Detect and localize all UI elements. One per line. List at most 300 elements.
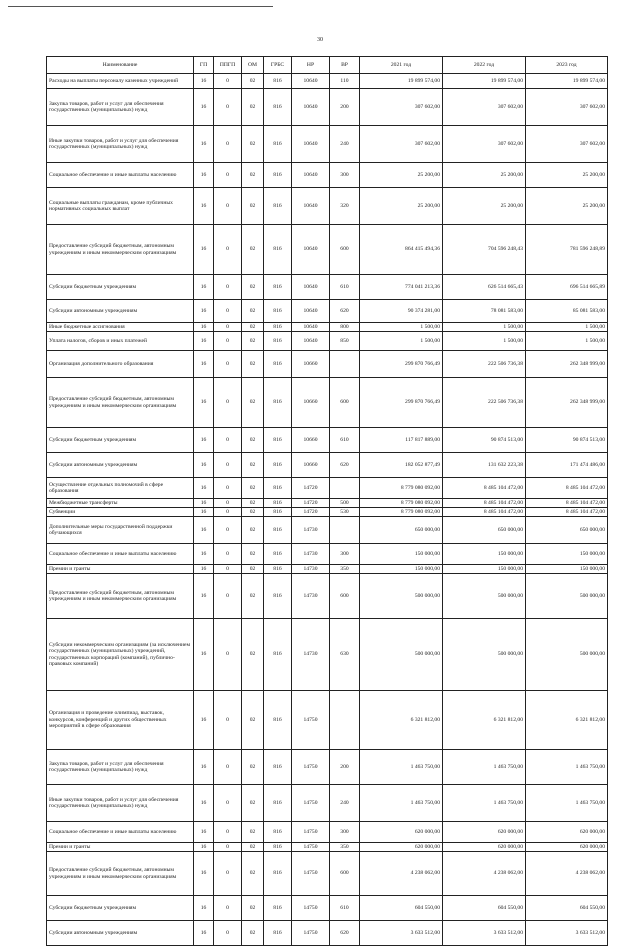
table-cell-om: 02 bbox=[242, 750, 264, 785]
table-cell-vr: 300 bbox=[330, 822, 360, 843]
table-cell-2023: 6 321 812,00 bbox=[526, 691, 608, 750]
table-cell-vr: 110 bbox=[330, 74, 360, 89]
table-row bbox=[47, 843, 608, 852]
table-cell-om: 02 bbox=[242, 499, 264, 508]
table-cell-2021: 299 870 766,49 bbox=[360, 378, 443, 428]
table-cell-nr: 14720 bbox=[292, 478, 330, 499]
table-cell-2021: 620 000,00 bbox=[360, 822, 443, 843]
table-cell-ppgp: 0 bbox=[214, 921, 242, 946]
table-cell-nr: 14750 bbox=[292, 852, 330, 896]
table-cell-2023: 19 899 574,00 bbox=[526, 74, 608, 89]
table-cell-grbs: 816 bbox=[264, 300, 292, 323]
table-cell-2023: 1 463 750,00 bbox=[526, 785, 608, 822]
table-cell-vr: 610 bbox=[330, 428, 360, 453]
table-cell-om: 02 bbox=[242, 126, 264, 163]
table-cell-2021: 650 000,00 bbox=[360, 517, 443, 544]
table-row bbox=[47, 332, 608, 351]
table-cell-2022: 500 000,00 bbox=[443, 619, 526, 691]
table-cell-ppgp: 0 bbox=[214, 691, 242, 750]
table-cell-2022: 8 485 104 472,00 bbox=[443, 499, 526, 508]
table-cell-ppgp: 0 bbox=[214, 478, 242, 499]
table-cell-vr: 610 bbox=[330, 275, 360, 300]
table-cell-grbs: 816 bbox=[264, 822, 292, 843]
table-cell-ppgp: 0 bbox=[214, 378, 242, 428]
table-cell-vr: 200 bbox=[330, 750, 360, 785]
table-cell-2022: 8 485 104 472,00 bbox=[443, 508, 526, 517]
table-cell-nr: 10660 bbox=[292, 428, 330, 453]
table-cell-2021: 8 779 080 092,00 bbox=[360, 508, 443, 517]
table-cell-om: 02 bbox=[242, 574, 264, 619]
table-cell-gp: 16 bbox=[194, 822, 214, 843]
table-cell-2021: 1 463 750,00 bbox=[360, 750, 443, 785]
table-cell-2022: 222 506 736,38 bbox=[443, 351, 526, 378]
table-cell-om: 02 bbox=[242, 921, 264, 946]
table-cell-nr: 14730 bbox=[292, 574, 330, 619]
table-cell-nr: 14730 bbox=[292, 619, 330, 691]
table-cell-name: Предоставление субсидий бюджетным, автономным учреждениям и иным некоммерческим организациям bbox=[47, 852, 194, 896]
table-cell-grbs: 816 bbox=[264, 378, 292, 428]
table-cell-grbs: 816 bbox=[264, 188, 292, 225]
table-cell-nr: 10660 bbox=[292, 453, 330, 478]
table-cell-name: Закупка товаров, работ и услуг для обеспечения государственных (муниципальных) нужд bbox=[47, 750, 194, 785]
table-cell-name: Осуществление отдельных полномочий в сфере образования bbox=[47, 478, 194, 499]
table-cell-om: 02 bbox=[242, 822, 264, 843]
table-cell-2021: 182 052 877,49 bbox=[360, 453, 443, 478]
table-row bbox=[47, 478, 608, 499]
table-cell-ppgp: 0 bbox=[214, 852, 242, 896]
table-cell-om: 02 bbox=[242, 517, 264, 544]
table-cell-2021: 500 000,00 bbox=[360, 619, 443, 691]
table-cell-2022: 620 000,00 bbox=[443, 822, 526, 843]
table-cell-2022: 6 321 812,00 bbox=[443, 691, 526, 750]
table-cell-vr: 620 bbox=[330, 453, 360, 478]
table-cell-2023: 150 000,00 bbox=[526, 565, 608, 574]
table-cell-grbs: 816 bbox=[264, 785, 292, 822]
table-cell-ppgp: 0 bbox=[214, 428, 242, 453]
table-row bbox=[47, 499, 608, 508]
table-cell-om: 02 bbox=[242, 785, 264, 822]
table-cell-om: 02 bbox=[242, 378, 264, 428]
table-cell-grbs: 816 bbox=[264, 750, 292, 785]
table-header-row bbox=[47, 57, 608, 74]
table-cell-name: Премии и гранты bbox=[47, 843, 194, 852]
table-row bbox=[47, 323, 608, 332]
table-cell-grbs: 816 bbox=[264, 852, 292, 896]
header-2021: 2021 год bbox=[360, 57, 443, 74]
table-cell-gp: 16 bbox=[194, 351, 214, 378]
table-cell-2021: 1 500,00 bbox=[360, 323, 443, 332]
table-cell-name: Субвенции bbox=[47, 508, 194, 517]
table-cell-grbs: 816 bbox=[264, 691, 292, 750]
table-cell-2021: 25 200,00 bbox=[360, 163, 443, 188]
table-cell-grbs: 816 bbox=[264, 508, 292, 517]
table-cell-gp: 16 bbox=[194, 843, 214, 852]
table-row bbox=[47, 275, 608, 300]
table-cell-grbs: 816 bbox=[264, 428, 292, 453]
table-cell-name: Предоставление субсидий бюджетным, автономным учреждениям и иным некоммерческим организациям bbox=[47, 225, 194, 275]
table-cell-name: Иные закупки товаров, работ и услуг для обеспечения государственных (муниципальных) нужд bbox=[47, 126, 194, 163]
table-cell-2023: 307 602,00 bbox=[526, 89, 608, 126]
table-row bbox=[47, 750, 608, 785]
table-cell-2022: 25 200,00 bbox=[443, 188, 526, 225]
table-row bbox=[47, 517, 608, 544]
table-cell-ppgp: 0 bbox=[214, 750, 242, 785]
table-cell-gp: 16 bbox=[194, 453, 214, 478]
table-cell-2022: 150 000,00 bbox=[443, 565, 526, 574]
table-cell-gp: 16 bbox=[194, 478, 214, 499]
table-cell-om: 02 bbox=[242, 544, 264, 565]
table-cell-2023: 8 485 104 472,00 bbox=[526, 508, 608, 517]
table-cell-2023: 150 000,00 bbox=[526, 544, 608, 565]
table-cell-2022: 78 081 583,00 bbox=[443, 300, 526, 323]
table-cell-vr: 350 bbox=[330, 565, 360, 574]
table-cell-2021: 774 041 213,36 bbox=[360, 275, 443, 300]
table-cell-nr: 14750 bbox=[292, 822, 330, 843]
table-cell-2022: 1 500,00 bbox=[443, 332, 526, 351]
table-cell-2022: 131 632 223,38 bbox=[443, 453, 526, 478]
table-cell-2021: 299 870 766,49 bbox=[360, 351, 443, 378]
table-row bbox=[47, 565, 608, 574]
table-cell-grbs: 816 bbox=[264, 332, 292, 351]
table-cell-vr: 600 bbox=[330, 574, 360, 619]
table-cell-name: Межбюджетные трансферты bbox=[47, 499, 194, 508]
table-cell-grbs: 816 bbox=[264, 517, 292, 544]
table-cell-2023: 171 474 486,00 bbox=[526, 453, 608, 478]
table-cell-2021: 3 633 512,00 bbox=[360, 921, 443, 946]
table-cell-vr: 630 bbox=[330, 619, 360, 691]
table-cell-name: Социальное обеспечение и иные выплаты населению bbox=[47, 163, 194, 188]
table-cell-2022: 626 514 665,43 bbox=[443, 275, 526, 300]
table-cell-ppgp: 0 bbox=[214, 517, 242, 544]
header-grbs: ГРБС bbox=[264, 57, 292, 74]
table-cell-om: 02 bbox=[242, 619, 264, 691]
table-cell-vr: 300 bbox=[330, 544, 360, 565]
table-cell-om: 02 bbox=[242, 323, 264, 332]
table-cell-2022: 3 633 512,00 bbox=[443, 921, 526, 946]
table-cell-om: 02 bbox=[242, 896, 264, 921]
table-cell-vr: 320 bbox=[330, 188, 360, 225]
table-cell-om: 02 bbox=[242, 508, 264, 517]
table-cell-ppgp: 0 bbox=[214, 89, 242, 126]
table-row bbox=[47, 822, 608, 843]
table-cell-2023: 8 485 104 472,00 bbox=[526, 478, 608, 499]
table-row bbox=[47, 378, 608, 428]
table-cell-grbs: 816 bbox=[264, 843, 292, 852]
table-cell-name: Субсидии автономным учреждениям bbox=[47, 300, 194, 323]
table-cell-vr: 500 bbox=[330, 499, 360, 508]
table-cell-2022: 307 602,00 bbox=[443, 126, 526, 163]
table-row bbox=[47, 89, 608, 126]
table-cell-gp: 16 bbox=[194, 499, 214, 508]
table-cell-2021: 307 602,00 bbox=[360, 126, 443, 163]
header-2023: 2023 год bbox=[526, 57, 608, 74]
table-cell-ppgp: 0 bbox=[214, 508, 242, 517]
table-cell-gp: 16 bbox=[194, 74, 214, 89]
table-cell-ppgp: 0 bbox=[214, 619, 242, 691]
table-cell-vr: 600 bbox=[330, 225, 360, 275]
table-cell-name: Иные закупки товаров, работ и услуг для обеспечения государственных (муниципальных) нужд bbox=[47, 785, 194, 822]
table-cell-gp: 16 bbox=[194, 544, 214, 565]
table-cell-2022: 222 506 736,38 bbox=[443, 378, 526, 428]
table-cell-name: Уплата налогов, сборов и иных платежей bbox=[47, 332, 194, 351]
table-cell-2021: 4 238 062,00 bbox=[360, 852, 443, 896]
table-row bbox=[47, 428, 608, 453]
table-row bbox=[47, 619, 608, 691]
table-cell-om: 02 bbox=[242, 225, 264, 275]
table-cell-grbs: 816 bbox=[264, 499, 292, 508]
table-cell-gp: 16 bbox=[194, 750, 214, 785]
header-2022: 2022 год bbox=[443, 57, 526, 74]
table-cell-name: Субсидии автономным учреждениям bbox=[47, 921, 194, 946]
table-cell-grbs: 816 bbox=[264, 921, 292, 946]
table-cell-name: Субсидии бюджетным учреждениям bbox=[47, 896, 194, 921]
table-cell-name: Предоставление субсидий бюджетным, автономным учреждениям и иным некоммерческим организациям bbox=[47, 378, 194, 428]
table-cell-2021: 1 463 750,00 bbox=[360, 785, 443, 822]
table-cell-vr: 240 bbox=[330, 785, 360, 822]
table-cell-2022: 1 500,00 bbox=[443, 323, 526, 332]
table-row bbox=[47, 188, 608, 225]
table-cell-2021: 620 000,00 bbox=[360, 843, 443, 852]
table-row bbox=[47, 896, 608, 921]
table-cell-nr: 10660 bbox=[292, 378, 330, 428]
header-om: ОМ bbox=[242, 57, 264, 74]
table-cell-nr: 14730 bbox=[292, 517, 330, 544]
table-cell-2023: 8 485 104 472,00 bbox=[526, 499, 608, 508]
table-cell-nr: 10660 bbox=[292, 351, 330, 378]
table-cell-name: Организация и проведение олимпиад, выставок, конкурсов, конференций и других общественных мероприятий в сфере образования bbox=[47, 691, 194, 750]
table-cell-gp: 16 bbox=[194, 574, 214, 619]
table-row bbox=[47, 225, 608, 275]
table-cell-ppgp: 0 bbox=[214, 332, 242, 351]
table-cell-2022: 500 000,00 bbox=[443, 574, 526, 619]
table-row bbox=[47, 691, 608, 750]
table-cell-2023: 620 000,00 bbox=[526, 843, 608, 852]
table-cell-2022: 704 596 248,43 bbox=[443, 225, 526, 275]
table-cell-grbs: 816 bbox=[264, 126, 292, 163]
table-cell-grbs: 816 bbox=[264, 74, 292, 89]
table-cell-name: Субсидии некоммерческим организациям (за исключением государственных (муниципальных) учреждений, государственных корпораций (компаний), публично-правовых компаний) bbox=[47, 619, 194, 691]
table-cell-2023: 500 000,00 bbox=[526, 574, 608, 619]
table-cell-gp: 16 bbox=[194, 332, 214, 351]
table-cell-ppgp: 0 bbox=[214, 126, 242, 163]
table-cell-om: 02 bbox=[242, 188, 264, 225]
table-cell-nr: 14720 bbox=[292, 499, 330, 508]
table-cell-vr: 800 bbox=[330, 323, 360, 332]
table-cell-vr bbox=[330, 691, 360, 750]
table-cell-grbs: 816 bbox=[264, 896, 292, 921]
table-cell-gp: 16 bbox=[194, 691, 214, 750]
table-cell-name: Субсидии автономным учреждениям bbox=[47, 453, 194, 478]
header-gp: ГП bbox=[194, 57, 214, 74]
table-row bbox=[47, 921, 608, 946]
table-cell-om: 02 bbox=[242, 691, 264, 750]
table-cell-ppgp: 0 bbox=[214, 323, 242, 332]
table-cell-vr: 620 bbox=[330, 300, 360, 323]
table-cell-om: 02 bbox=[242, 332, 264, 351]
top-rule bbox=[8, 6, 273, 7]
table-cell-2023: 604 550,00 bbox=[526, 896, 608, 921]
table-cell-ppgp: 0 bbox=[214, 300, 242, 323]
table-cell-name: Социальные выплаты гражданам, кроме публичных нормативных социальных выплат bbox=[47, 188, 194, 225]
table-row bbox=[47, 852, 608, 896]
table-cell-name: Дополнительные меры государственной поддержки обучающихся bbox=[47, 517, 194, 544]
table-row bbox=[47, 163, 608, 188]
table-cell-name: Закупка товаров, работ и услуг для обеспечения государственных (муниципальных) нужд bbox=[47, 89, 194, 126]
table-cell-2021: 1 500,00 bbox=[360, 332, 443, 351]
table-cell-gp: 16 bbox=[194, 163, 214, 188]
table-cell-om: 02 bbox=[242, 275, 264, 300]
table-cell-gp: 16 bbox=[194, 126, 214, 163]
table-cell-ppgp: 0 bbox=[214, 499, 242, 508]
table-cell-gp: 16 bbox=[194, 896, 214, 921]
table-cell-2023: 85 081 583,00 bbox=[526, 300, 608, 323]
table-cell-grbs: 816 bbox=[264, 275, 292, 300]
table-cell-gp: 16 bbox=[194, 921, 214, 946]
table-cell-nr: 10640 bbox=[292, 74, 330, 89]
table-cell-om: 02 bbox=[242, 428, 264, 453]
table-cell-2021: 90 374 281,00 bbox=[360, 300, 443, 323]
table-cell-2021: 19 899 574,00 bbox=[360, 74, 443, 89]
table-cell-vr: 610 bbox=[330, 896, 360, 921]
table-cell-2022: 1 463 750,00 bbox=[443, 750, 526, 785]
table-cell-2023: 781 596 248,89 bbox=[526, 225, 608, 275]
table-row bbox=[47, 453, 608, 478]
table-cell-gp: 16 bbox=[194, 565, 214, 574]
page-number: 30 bbox=[317, 37, 323, 43]
table-cell-nr: 14750 bbox=[292, 750, 330, 785]
table-cell-vr: 600 bbox=[330, 378, 360, 428]
table-cell-2022: 604 550,00 bbox=[443, 896, 526, 921]
table-cell-vr: 200 bbox=[330, 89, 360, 126]
table-cell-nr: 10640 bbox=[292, 323, 330, 332]
table-cell-vr: 620 bbox=[330, 921, 360, 946]
table-cell-2023: 4 238 062,00 bbox=[526, 852, 608, 896]
table-cell-2021: 117 817 889,00 bbox=[360, 428, 443, 453]
table-row bbox=[47, 351, 608, 378]
header-vr: ВР bbox=[330, 57, 360, 74]
header-nr: НР bbox=[292, 57, 330, 74]
table-cell-nr: 14720 bbox=[292, 508, 330, 517]
table-cell-nr: 14750 bbox=[292, 921, 330, 946]
table-cell-grbs: 816 bbox=[264, 565, 292, 574]
table-cell-2023: 307 602,00 bbox=[526, 126, 608, 163]
table-cell-2021: 150 000,00 bbox=[360, 565, 443, 574]
header-ppgp: ППГП bbox=[214, 57, 242, 74]
table-cell-nr: 10640 bbox=[292, 225, 330, 275]
table-cell-vr: 850 bbox=[330, 332, 360, 351]
table-cell-gp: 16 bbox=[194, 275, 214, 300]
table-cell-2022: 4 238 062,00 bbox=[443, 852, 526, 896]
table-cell-2021: 25 200,00 bbox=[360, 188, 443, 225]
table-cell-2022: 19 899 574,00 bbox=[443, 74, 526, 89]
table-row bbox=[47, 300, 608, 323]
budget-table bbox=[46, 56, 608, 946]
table-cell-grbs: 816 bbox=[264, 89, 292, 126]
table-cell-2021: 150 000,00 bbox=[360, 544, 443, 565]
table-cell-grbs: 816 bbox=[264, 453, 292, 478]
table-cell-nr: 14750 bbox=[292, 896, 330, 921]
table-cell-ppgp: 0 bbox=[214, 74, 242, 89]
table-cell-nr: 10640 bbox=[292, 126, 330, 163]
table-cell-nr: 10640 bbox=[292, 332, 330, 351]
table-cell-nr: 14730 bbox=[292, 544, 330, 565]
table-cell-gp: 16 bbox=[194, 428, 214, 453]
table-cell-vr bbox=[330, 351, 360, 378]
table-row bbox=[47, 508, 608, 517]
table-cell-vr: 300 bbox=[330, 163, 360, 188]
table-cell-2023: 696 514 665,89 bbox=[526, 275, 608, 300]
table-cell-ppgp: 0 bbox=[214, 544, 242, 565]
table-cell-gp: 16 bbox=[194, 188, 214, 225]
table-cell-ppgp: 0 bbox=[214, 163, 242, 188]
table-cell-name: Расходы на выплаты персоналу казенных учреждений bbox=[47, 74, 194, 89]
table-cell-gp: 16 bbox=[194, 323, 214, 332]
table-cell-2021: 6 321 812,00 bbox=[360, 691, 443, 750]
table-cell-2023: 1 500,00 bbox=[526, 323, 608, 332]
table-cell-name: Социальное обеспечение и иные выплаты населению bbox=[47, 822, 194, 843]
table-cell-ppgp: 0 bbox=[214, 574, 242, 619]
table-cell-ppgp: 0 bbox=[214, 843, 242, 852]
table-cell-2021: 8 779 080 092,00 bbox=[360, 499, 443, 508]
table-cell-2023: 262 348 999,00 bbox=[526, 351, 608, 378]
table-cell-2021: 8 779 080 092,00 bbox=[360, 478, 443, 499]
table-cell-om: 02 bbox=[242, 843, 264, 852]
table-row bbox=[47, 74, 608, 89]
table-cell-gp: 16 bbox=[194, 785, 214, 822]
table-cell-2023: 500 000,00 bbox=[526, 619, 608, 691]
table-cell-gp: 16 bbox=[194, 508, 214, 517]
table-cell-2021: 500 000,00 bbox=[360, 574, 443, 619]
table-cell-2023: 1 500,00 bbox=[526, 332, 608, 351]
table-cell-nr: 14750 bbox=[292, 691, 330, 750]
table-cell-ppgp: 0 bbox=[214, 565, 242, 574]
table-cell-vr: 600 bbox=[330, 852, 360, 896]
table-cell-2022: 25 200,00 bbox=[443, 163, 526, 188]
table-row bbox=[47, 785, 608, 822]
table-cell-2022: 307 602,00 bbox=[443, 89, 526, 126]
table-cell-2022: 8 485 104 472,00 bbox=[443, 478, 526, 499]
table-row bbox=[47, 126, 608, 163]
table-cell-ppgp: 0 bbox=[214, 225, 242, 275]
table-cell-nr: 10640 bbox=[292, 163, 330, 188]
table-cell-name: Социальное обеспечение и иные выплаты населению bbox=[47, 544, 194, 565]
table-cell-2023: 650 000,00 bbox=[526, 517, 608, 544]
table-cell-ppgp: 0 bbox=[214, 453, 242, 478]
table-cell-vr bbox=[330, 478, 360, 499]
table-cell-name: Иные бюджетные ассигнования bbox=[47, 323, 194, 332]
table-cell-name: Предоставление субсидий бюджетным, автономным учреждениям и иным некоммерческим организациям bbox=[47, 574, 194, 619]
header-name: Наименование bbox=[47, 57, 194, 74]
table-cell-om: 02 bbox=[242, 565, 264, 574]
table-cell-om: 02 bbox=[242, 74, 264, 89]
table-cell-grbs: 816 bbox=[264, 478, 292, 499]
table-cell-grbs: 816 bbox=[264, 323, 292, 332]
table-cell-om: 02 bbox=[242, 478, 264, 499]
table-cell-om: 02 bbox=[242, 89, 264, 126]
table-cell-gp: 16 bbox=[194, 89, 214, 126]
table-cell-ppgp: 0 bbox=[214, 822, 242, 843]
table-cell-ppgp: 0 bbox=[214, 188, 242, 225]
table-cell-om: 02 bbox=[242, 351, 264, 378]
table-cell-2023: 1 463 750,00 bbox=[526, 750, 608, 785]
table-cell-name: Премии и гранты bbox=[47, 565, 194, 574]
table-cell-2023: 90 874 513,00 bbox=[526, 428, 608, 453]
table-cell-2021: 864 415 494,36 bbox=[360, 225, 443, 275]
table-cell-2022: 650 000,00 bbox=[443, 517, 526, 544]
table-row bbox=[47, 544, 608, 565]
table-cell-ppgp: 0 bbox=[214, 785, 242, 822]
table-cell-2022: 620 000,00 bbox=[443, 843, 526, 852]
